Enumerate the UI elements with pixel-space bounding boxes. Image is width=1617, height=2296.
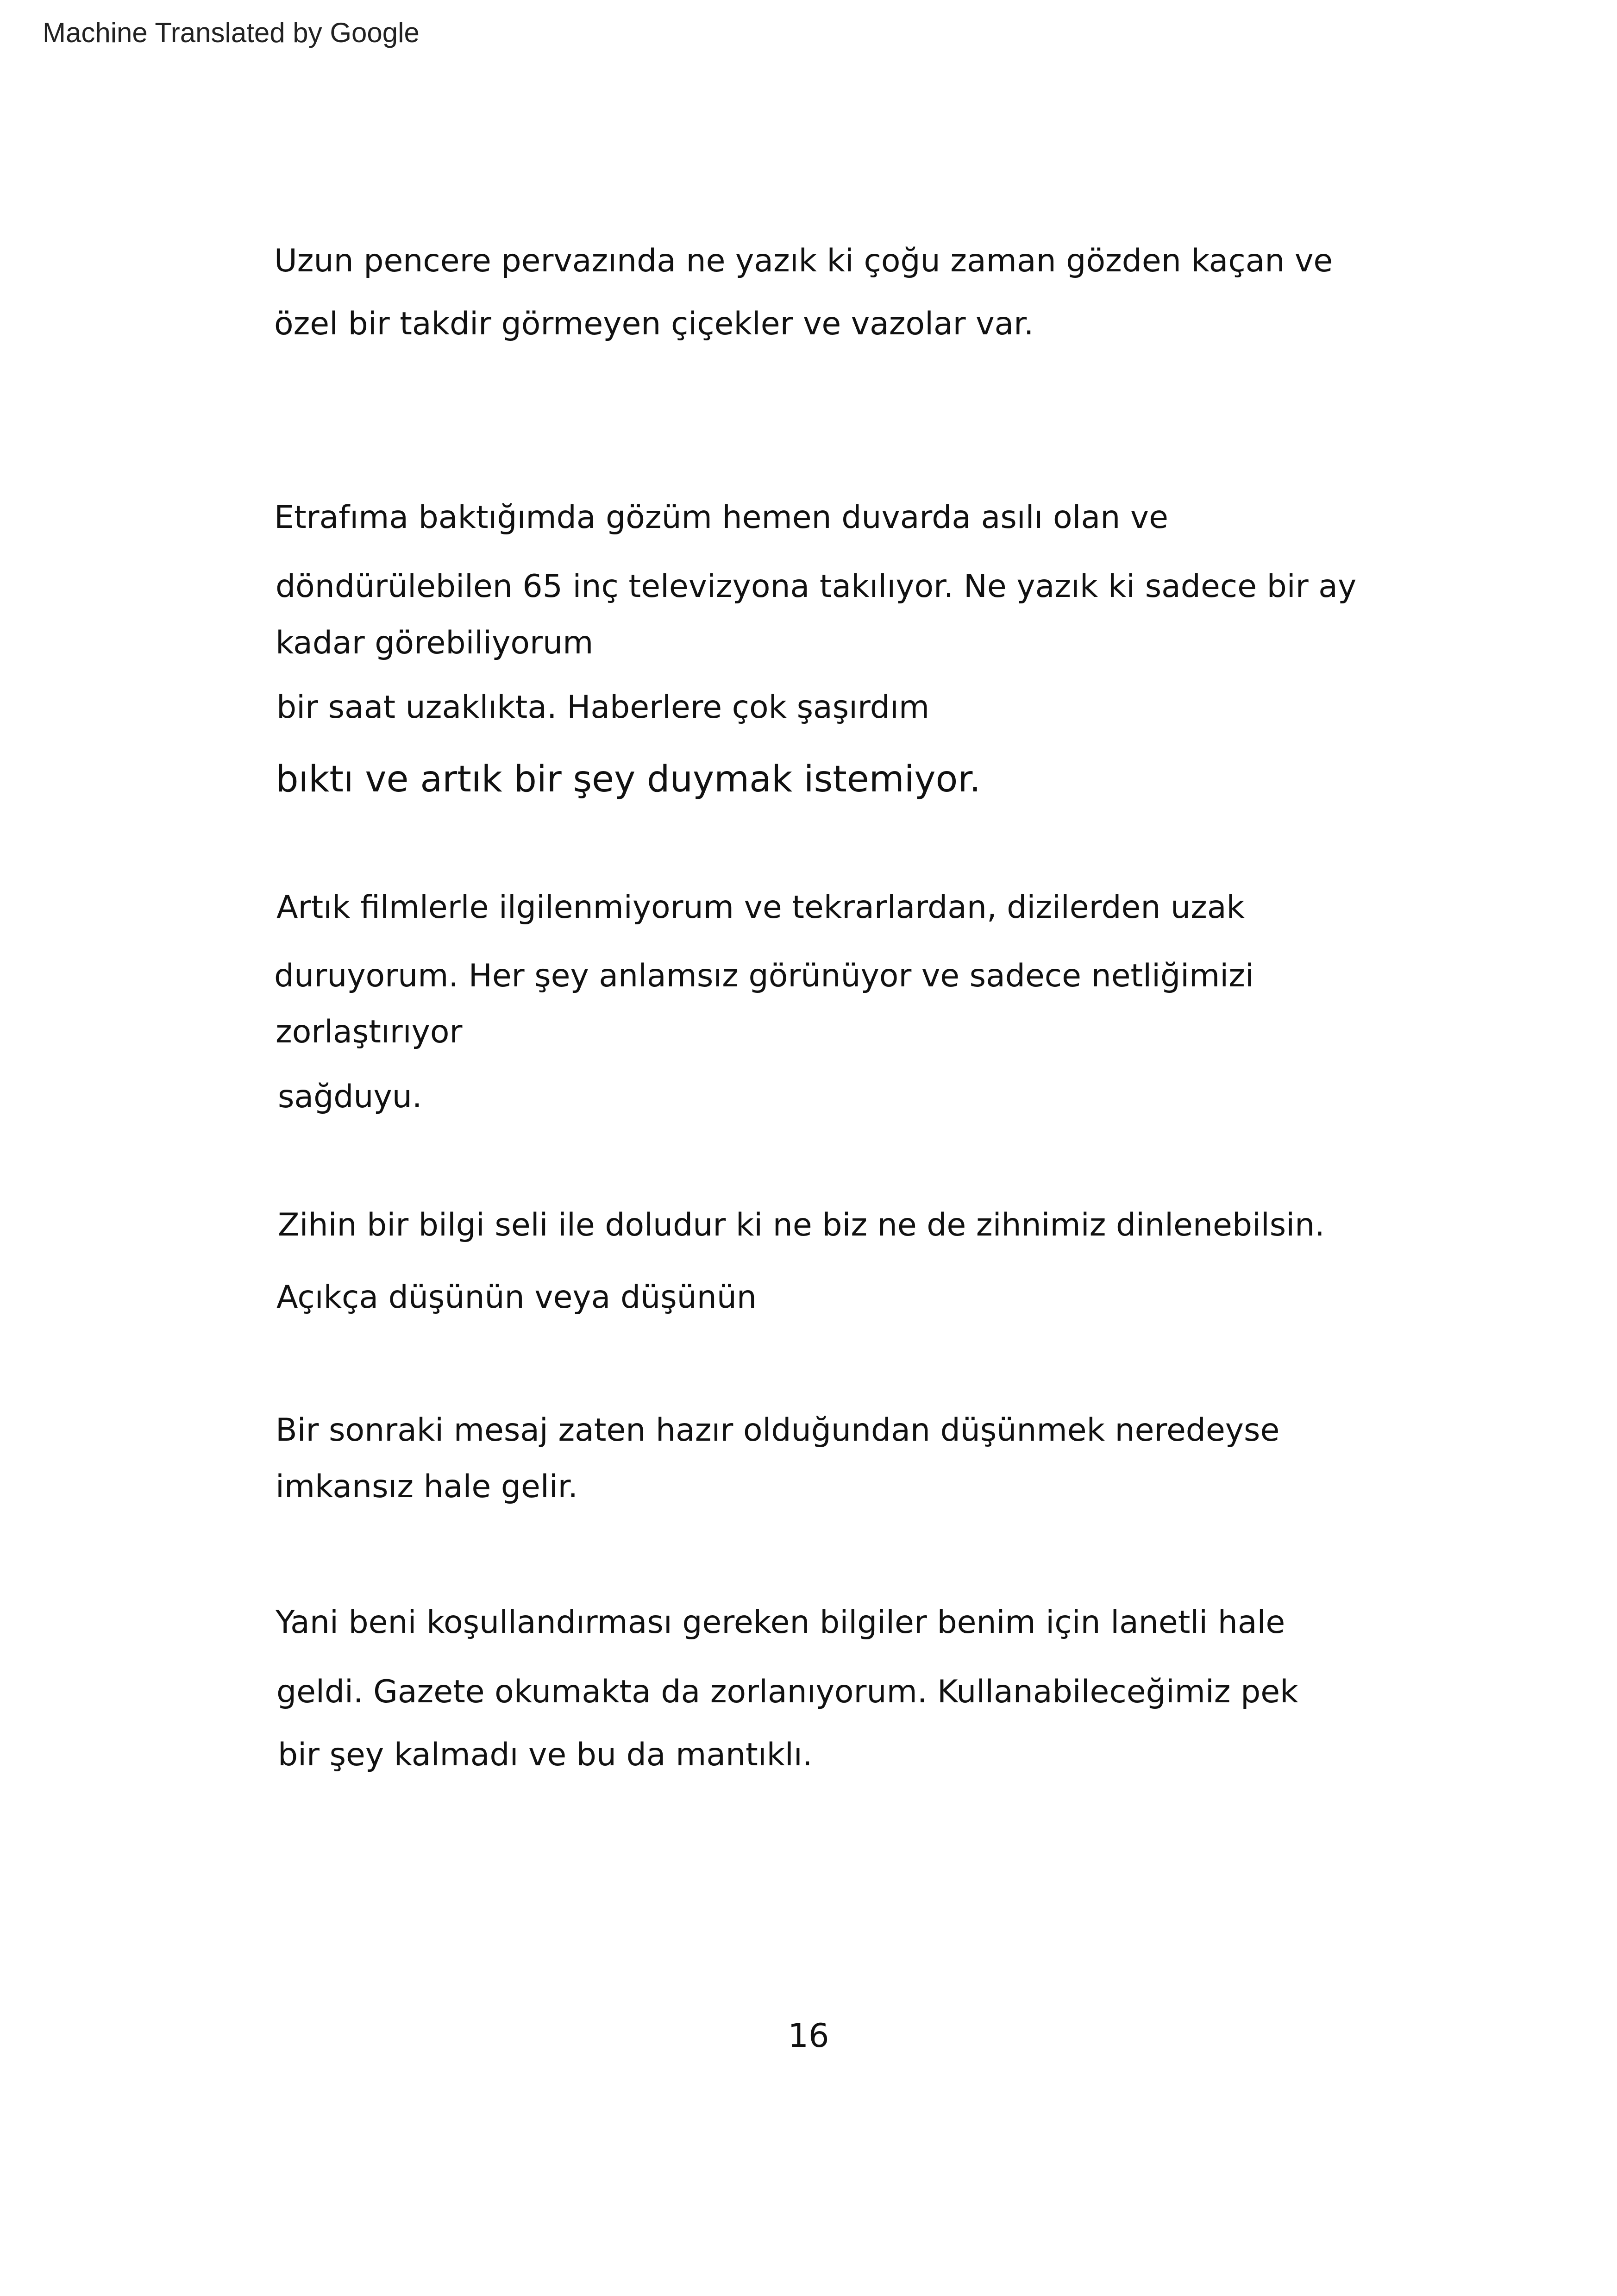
text-line: geldi. Gazete okumakta da zorlanıyorum. Kullanabileceğimiz pek bbox=[276, 1674, 1298, 1710]
text-line: Açıkça düşünün veya düşünün bbox=[276, 1279, 757, 1316]
text-line: Zihin bir bilgi seli ile doludur ki ne biz ne de zihnimiz dinlenebilsin. bbox=[278, 1207, 1325, 1243]
text-line: imkansız hale gelir. bbox=[276, 1468, 578, 1505]
text-line: bir şey kalmadı ve bu da mantıklı. bbox=[278, 1737, 813, 1773]
text-line: bir saat uzaklıkta. Haberlere çok şaşırdım bbox=[276, 689, 930, 726]
text-line: Yani beni koşullandırması gereken bilgiler benim için lanetli hale bbox=[276, 1604, 1285, 1641]
text-line: Bir sonraki mesaj zaten hazır olduğundan düşünmek neredeyse bbox=[276, 1412, 1280, 1449]
text-line: döndürülebilen 65 inç televizyona takılıyor. Ne yazık ki sadece bir ay bbox=[276, 568, 1357, 605]
text-line: Uzun pencere pervazında ne yazık ki çoğu zaman gözden kaçan ve bbox=[274, 243, 1333, 279]
text-line: bıktı ve artık bir şey duymak istemiyor. bbox=[276, 759, 981, 800]
text-line: zorlaştırıyor bbox=[276, 1014, 463, 1050]
text-line: Etrafıma baktığımda gözüm hemen duvarda asılı olan ve bbox=[274, 499, 1168, 536]
text-line: kadar görebiliyorum bbox=[276, 625, 594, 661]
text-line: özel bir takdir görmeyen çiçekler ve vazolar var. bbox=[274, 306, 1034, 342]
text-line: duruyorum. Her şey anlamsız görünüyor ve sadece netliğimizi bbox=[274, 958, 1254, 994]
text-line: sağduyu. bbox=[278, 1079, 422, 1115]
page-number: 16 bbox=[788, 2017, 829, 2055]
machine-translation-notice: Machine Translated by Google bbox=[43, 17, 420, 48]
text-line: Artık filmlerle ilgilenmiyorum ve tekrarlardan, dizilerden uzak bbox=[276, 889, 1245, 926]
